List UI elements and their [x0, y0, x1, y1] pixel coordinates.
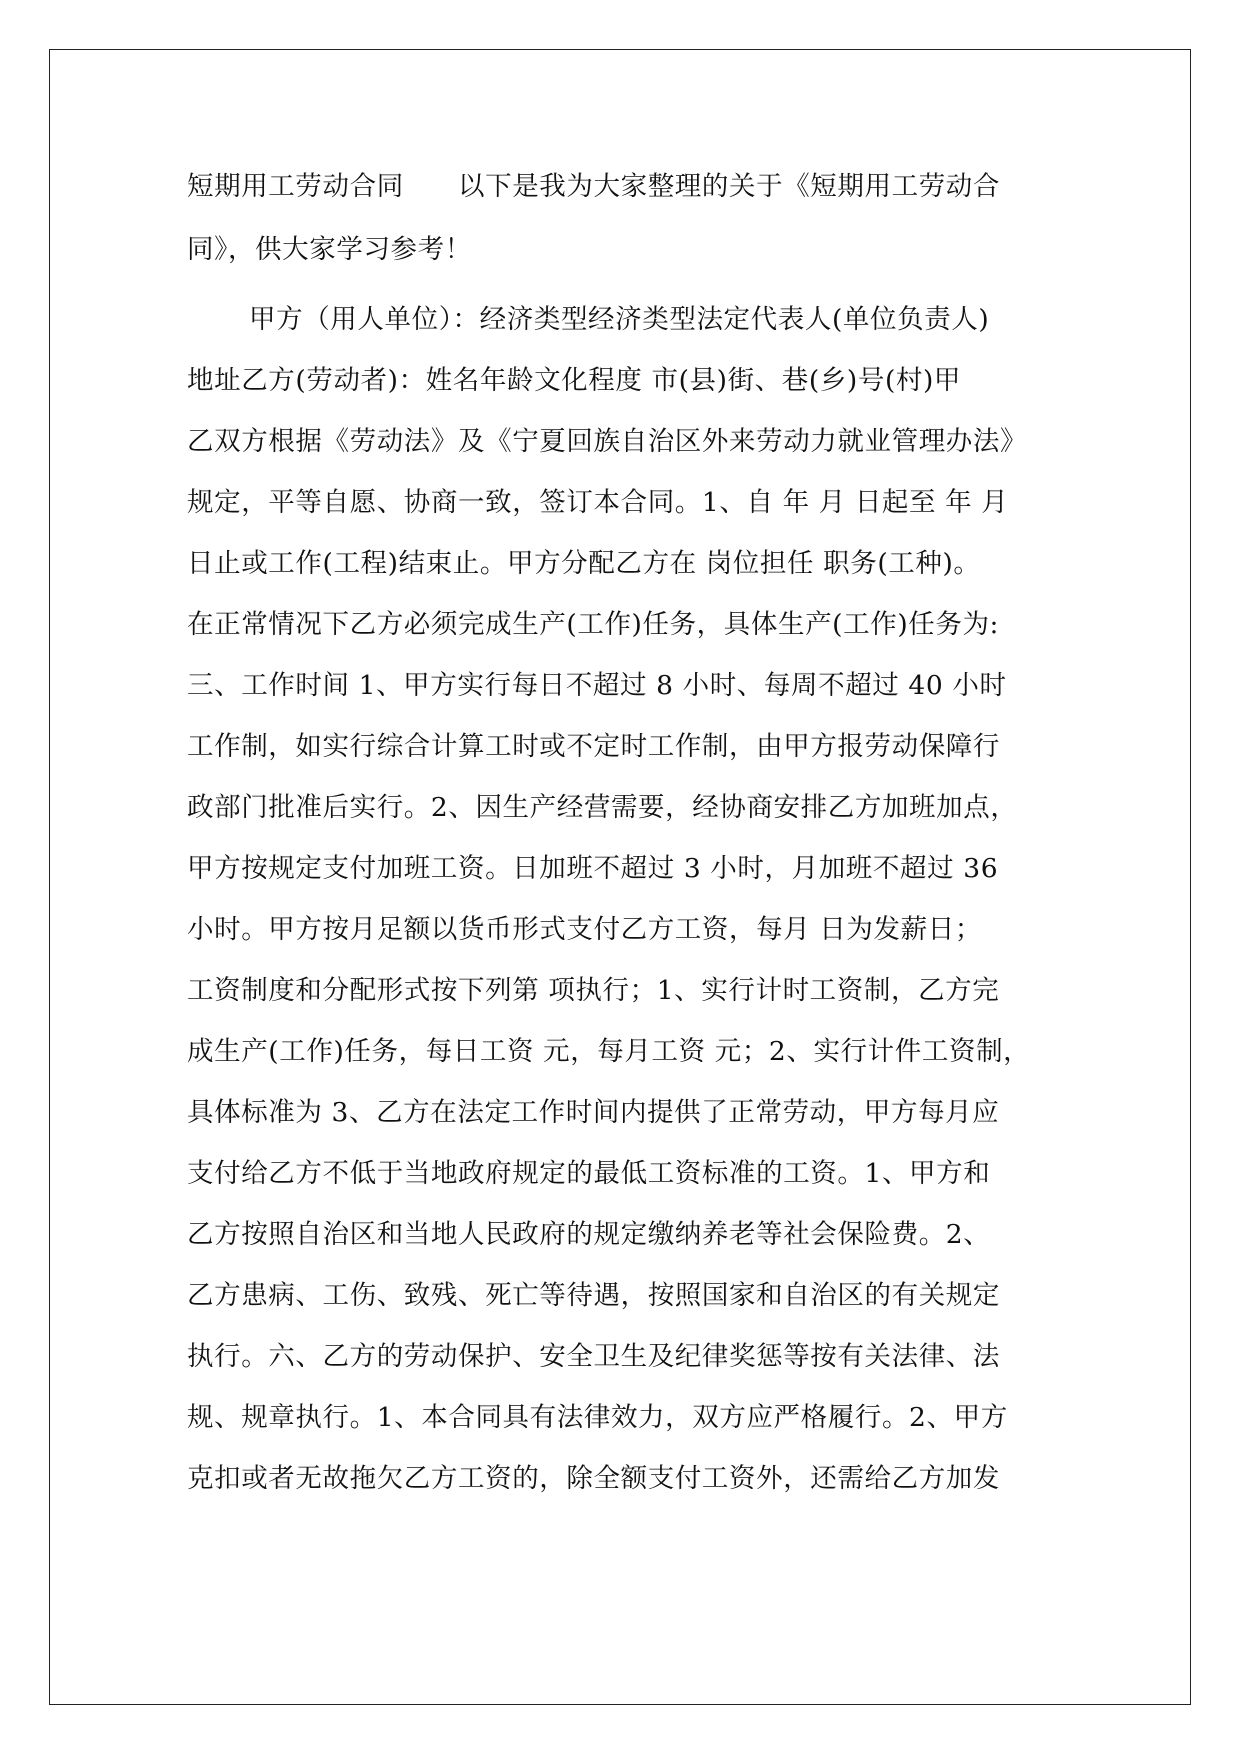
text-line: 支付给乙方不低于当地政府规定的最低工资标准的工资。1、甲方和: [187, 1158, 991, 1189]
text-line: 规、规章执行。1、本合同具有法律效力，双方应严格履行。2、甲方: [187, 1402, 1008, 1433]
text-line: 同》，供大家学习参考！: [187, 234, 472, 265]
text-line: 成生产(工作)任务，每日工资 元，每月工资 元；2、实行计件工资制，: [187, 1036, 1031, 1067]
text-line: 三、工作时间 1、甲方实行每日不超过 8 小时、每周不超过 40 小时: [187, 670, 1007, 701]
document-body: [187, 156, 1067, 1509]
text-line: 乙方患病、工伤、致残、死亡等待遇，按照国家和自治区的有关规定: [187, 1280, 1000, 1311]
paragraph-first-line: 甲方（用人单位）：经济类型经济类型法定代表人(单位负责人): [249, 304, 990, 335]
text-line: 地址乙方(劳动者)：姓名年龄文化程度 市(县)街、巷(乡)号(村)甲: [187, 365, 962, 396]
text-line: 乙双方根据《劳动法》及《宁夏回族自治区外来劳动力就业管理办法》: [187, 426, 1028, 457]
text-line: 克扣或者无故拖欠乙方工资的，除全额支付工资外，还需给乙方加发: [187, 1463, 1000, 1494]
text-line: 工资制度和分配形式按下列第 项执行；1、实行计时工资制，乙方完: [187, 975, 1000, 1006]
text-line: 执行。六、乙方的劳动保护、安全卫生及纪律奖惩等按有关法律、法: [187, 1341, 1000, 1372]
text-line: 工作制，如实行综合计算工时或不定时工作制，由甲方报劳动保障行: [187, 731, 1000, 762]
text-line: 短期用工劳动合同 以下是我为大家整理的关于《短期用工劳动合: [187, 171, 1000, 202]
text-line: 乙方按照自治区和当地人民政府的规定缴纳养老等社会保险费。2、: [187, 1219, 991, 1250]
text-line: 规定，平等自愿、协商一致，签订本合同。1、自 年 月 日起至 年 月: [187, 487, 1009, 518]
text-line: 具体标准为 3、乙方在法定工作时间内提供了正常劳动，甲方每月应: [187, 1097, 1000, 1128]
text-line: 甲方按规定支付加班工资。日加班不超过 3 小时，月加班不超过 36: [187, 853, 999, 884]
text-line: 日止或工作(工程)结束止。甲方分配乙方在 岗位担任 职务(工种)。: [187, 548, 981, 579]
text-line: 小时。甲方按月足额以货币形式支付乙方工资，每月 日为发薪日；: [187, 914, 982, 945]
text-line: 在正常情况下乙方必须完成生产(工作)任务，具体生产(工作)任务为:: [187, 609, 1000, 640]
text-line: 政部门批准后实行。2、因生产经营需要，经协商安排乙方加班加点，: [187, 792, 1018, 823]
